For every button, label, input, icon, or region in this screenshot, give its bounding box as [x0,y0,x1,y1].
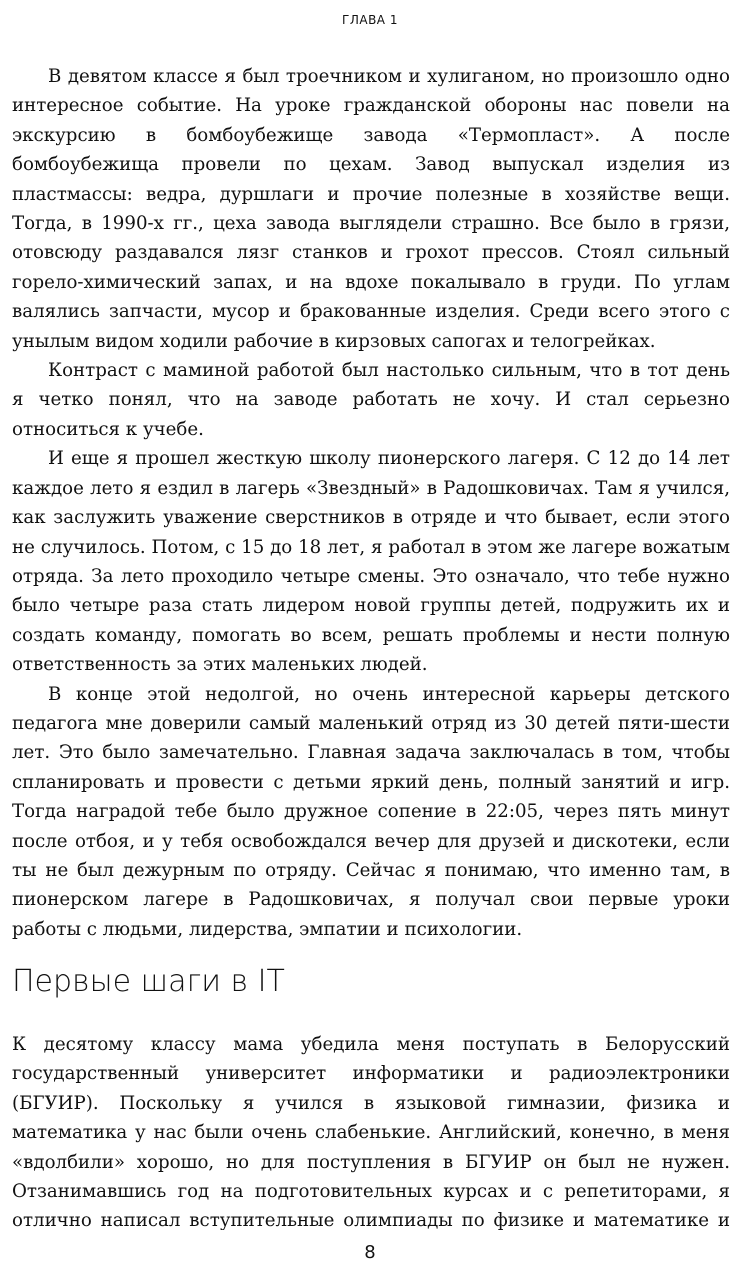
running-head: ГЛАВА 1 [342,13,398,27]
paragraph-3: И еще я прошел жесткую школу пионерского лагеря. С 12 до 14 лет каждое лето я ездил в лагерь «Звездный» в Радошковичах. Там я учился, как заслужить уважение сверстников в отряде и что бывает, если этого не случилось. Потом, с 15 до 18 лет, я работал в этом же лагере вожатым отряда. За лето проходило четыре смены. Это означало, что тебе нужно было четыре раза стать лидером новой группы детей, подружить их и создать команду, помогать во всем, решать проблемы и нести полную ответственность за этих маленьких людей. [12,448,730,676]
section-title: Первые шаги в IT [12,964,285,999]
paragraph-4: В конце этой недолгой, но очень интересной карьеры детского педагога мне доверили самый маленький отряд из 30 детей пяти-шести лет. Это было замечательно. Главная задача заключалась в том, чтобы спланировать и провести с детьми яркий день, полный занятий и игр. Тогда наградой тебе было дружное сопение в 22:05, через пять минут после отбоя, и у тебя освобождался вечер для друзей и дискотеки, если ты не был дежурным по отряду. Сейчас я понимаю, что именно там, в пионерском лагере в Радошковичах, я получал свои первые уроки работы с людьми, лидерства, эмпатии и психологии. [12,683,730,940]
section-body [12,1030,730,1230]
chapter-body [12,62,730,944]
paragraph-1: В девятом классе я был троечником и хулиганом, но произошло одно интересное событие. На уроке гражданской обороны нас повели на экскурсию в бомбоубежище завода «Термопласт». А после бомбоубежища провели по цехам. Завод выпускал изделия из пластмассы: ведра, дуршлаги и прочие полезные в хозяйстве вещи. Тогда, в 1990-х гг., цеха завода выглядели страшно. Все было в грязи, отовсюду раздавался лязг станков и грохот прессов. Стоял сильный горело-химический запах, и на вдохе покалывало в груди. По углам валялись запчасти, мусор и бракованные изделия. Среди всего этого с унылым видом ходили рабочие в кирзовых сапогах и телогрейках. [12,66,730,352]
page-number: 8 [364,1242,376,1263]
paragraph-2: Контраст с маминой работой был настолько сильным, что в тот день я четко понял, что на заводе работать не хочу. И стал серьезно относиться к учебе. [12,360,730,440]
section-paragraph: К десятому классу мама убедила меня поступать в Белорусский государственный университет информатики и радиоэлектроники (БГУИР). Поскольку я учился в языковой гимназии, физика и математика у нас были очень слабенькие. Английский, конечно, в меня «вдолбили» хорошо, но для поступления в БГУИР он был не нужен. Отзанимавшись год на подготовительных курсах и с репетиторами, я отлично написал вступительные олимпиады по физике и математике и [12,1034,730,1230]
